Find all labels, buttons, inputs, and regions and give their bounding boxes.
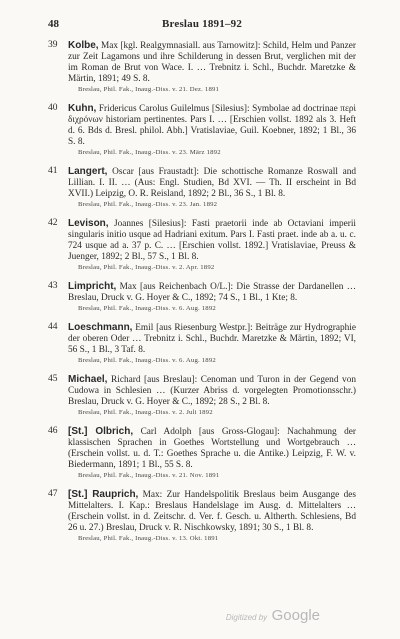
entry-number: 40 bbox=[48, 103, 58, 113]
entry-note: Breslau, Phil. Fak., Inaug.-Diss. v. 23. März 1892 bbox=[78, 149, 221, 156]
google-logo: Google bbox=[271, 607, 320, 624]
entry-note: Breslau, Phil. Fak., Inaug.-Diss. v. 21. Nov. 1891 bbox=[78, 472, 220, 479]
author-name: [St.] Rauprich, bbox=[68, 489, 139, 500]
author-name: Loeschmann, bbox=[68, 322, 133, 333]
author-name: Michael, bbox=[68, 374, 108, 385]
list-item bbox=[48, 218, 356, 272]
page-header bbox=[48, 18, 356, 32]
entry-text bbox=[68, 426, 356, 471]
list-item bbox=[48, 374, 356, 417]
entry-number: 43 bbox=[48, 281, 58, 291]
entry-note: Breslau, Phil. Fak., Inaug.-Diss. v. 23. Jan. 1892 bbox=[78, 201, 218, 208]
entry-note: Breslau, Phil. Fak., Inaug.-Diss. v. 2. Apr. 1892 bbox=[78, 264, 215, 271]
entry-text bbox=[68, 489, 356, 534]
entry-description: Fridericus Carolus Guilelmus [Silesius]: Symbolae ad doctrinae περὶ διχρόνων historiam pertinentes. Pars I. … [Erschien vollst. 1892 als 3. Heft d. 6. Bds d. Bresl. philol. Abh.] Vratislaviae, Guil. Koebner, 1892; 1 Bl., 36 S. 8. bbox=[68, 104, 356, 147]
entry-description: Max [kgl. Realgymnasiall. aus Tarnowitz]: Schild, Helm und Panzer zur Zeit Lagamons und ihre Schilderung in dessen Brut, verglichen mit der im Roman de Brut von Wace. I. … Trebnitz i. Schl., Buchdr. Maretzke & Märtin, 1891; 49 S. 8. bbox=[68, 41, 356, 84]
entry-text bbox=[68, 281, 356, 304]
watermark-prefix: Digitized by bbox=[225, 613, 268, 622]
entry-text bbox=[68, 322, 356, 356]
author-name: Langert, bbox=[68, 166, 108, 177]
entry-note: Breslau, Phil. Fak., Inaug.-Diss. v. 6. Aug. 1892 bbox=[78, 305, 216, 312]
entry-note: Breslau, Phil. Fak., Inaug.-Diss. v. 6. Aug. 1892 bbox=[78, 357, 216, 364]
entry-number: 45 bbox=[48, 374, 58, 384]
page-number: 48 bbox=[48, 18, 59, 30]
entry-description: Oscar [aus Fraustadt]: Die schottische Romanze Roswall and Lillian. I. II. … (Aus: Engl. Studien, Bd XVI. — Th. II erscheint in Bd XVII.) Leipzig, O. R. Reisland, 1892; 2 Bl., 36 S., 1 Bl. 8. bbox=[68, 167, 356, 199]
author-name: Kuhn, bbox=[68, 103, 97, 114]
entry-number: 47 bbox=[48, 489, 58, 499]
list-item bbox=[48, 489, 356, 543]
digitization-watermark bbox=[0, 607, 400, 625]
author-name: Levison, bbox=[68, 218, 109, 229]
entry-description: Max: Zur Handelspolitik Breslaus beim Ausgange des Mittelalters. I. Kap.: Breslaus Handelslage im Ausg. d. Mittelalters … (Erschein vollst. in d. Zeitschr. d. Ver. f. Gesch. u. Altherth. Schlesiens, Bd 26 u. 27.) Breslau, Druck v. R. Nischkowsky, 1891; 30 S., 1 Bl. 8. bbox=[68, 490, 356, 533]
entry-note: Breslau, Phil. Fak., Inaug.-Diss. v. 2. Juli 1892 bbox=[78, 409, 213, 416]
entry-description: Richard [aus Breslau]: Cenoman und Turon in der Gegend von Cudowa in Schlesien … (Kurzer Abriss d. vorgelegten Promotionsschr.) Breslau, Druck v. G. Hoyer & C., 1892; 28 S., 2 Bl. 8. bbox=[68, 375, 356, 407]
list-item bbox=[48, 166, 356, 209]
entry-list bbox=[48, 40, 356, 552]
author-name: Limpricht, bbox=[68, 281, 117, 292]
entry-number: 44 bbox=[48, 322, 58, 332]
entry-note: Breslau, Phil. Fak., Inaug.-Diss. v. 13. Okt. 1891 bbox=[78, 535, 219, 542]
entry-number: 42 bbox=[48, 218, 58, 228]
entry-description: Joannes [Silesius]: Fasti praetorii inde ab Octaviani imperii singularis initio usque ad Hadriani exitum. Pars I. Fasti praet. inde ab a. u. c. 724 usque ad a. 37 p. C. … [Erschien vollst. 1892.] Vratislaviae, Preuss & Juenger, 1892; 2 Bl., 57 S., 1 Bl. 8. bbox=[68, 219, 356, 262]
entry-description: Max [aus Reichenbach O/L.]: Die Strasse der Dardanellen … Breslau, Druck v. G. Hoyer & C., 1892; 74 S., 1 Bl., 1 Kte; 8. bbox=[68, 282, 356, 303]
list-item bbox=[48, 40, 356, 94]
entry-text bbox=[68, 218, 356, 263]
entry-text bbox=[68, 103, 356, 148]
entry-text bbox=[68, 40, 356, 85]
list-item bbox=[48, 322, 356, 365]
list-item bbox=[48, 426, 356, 480]
list-item bbox=[48, 103, 356, 157]
author-name: [St.] Olbrich, bbox=[68, 426, 134, 437]
entry-number: 41 bbox=[48, 166, 58, 176]
running-title: Breslau 1891–92 bbox=[161, 18, 243, 30]
entry-description: Carl Adolph [aus Gross-Glogau]: Nachahmung der klassischen Sprachen in Goethes Wortstellung und Wortgebrauch … (Erschein vollst. u. d. T.: Goethes Sprache u. die Antike.) Leipzig, F. W. v. Biedermann, 1891; 1 Bl., 55 S. 8. bbox=[68, 427, 357, 470]
entry-note: Breslau, Phil. Fak., Inaug.-Diss. v. 21. Dez. 1891 bbox=[78, 86, 220, 93]
entry-text bbox=[68, 166, 356, 200]
list-item bbox=[48, 281, 356, 313]
entry-number: 46 bbox=[48, 426, 58, 436]
author-name: Kolbe, bbox=[68, 40, 99, 51]
entry-number: 39 bbox=[48, 40, 58, 50]
entry-description: Emil [aus Riesenburg Westpr.]: Beiträge zur Hydrographie der oberen Oder … Trebnitz i. Schl., Buchdr. Maretzke & Märtin, 1892; VI, 56 S., 1 Bl., 3 Taf. 8. bbox=[68, 323, 356, 355]
entry-text bbox=[68, 374, 356, 408]
